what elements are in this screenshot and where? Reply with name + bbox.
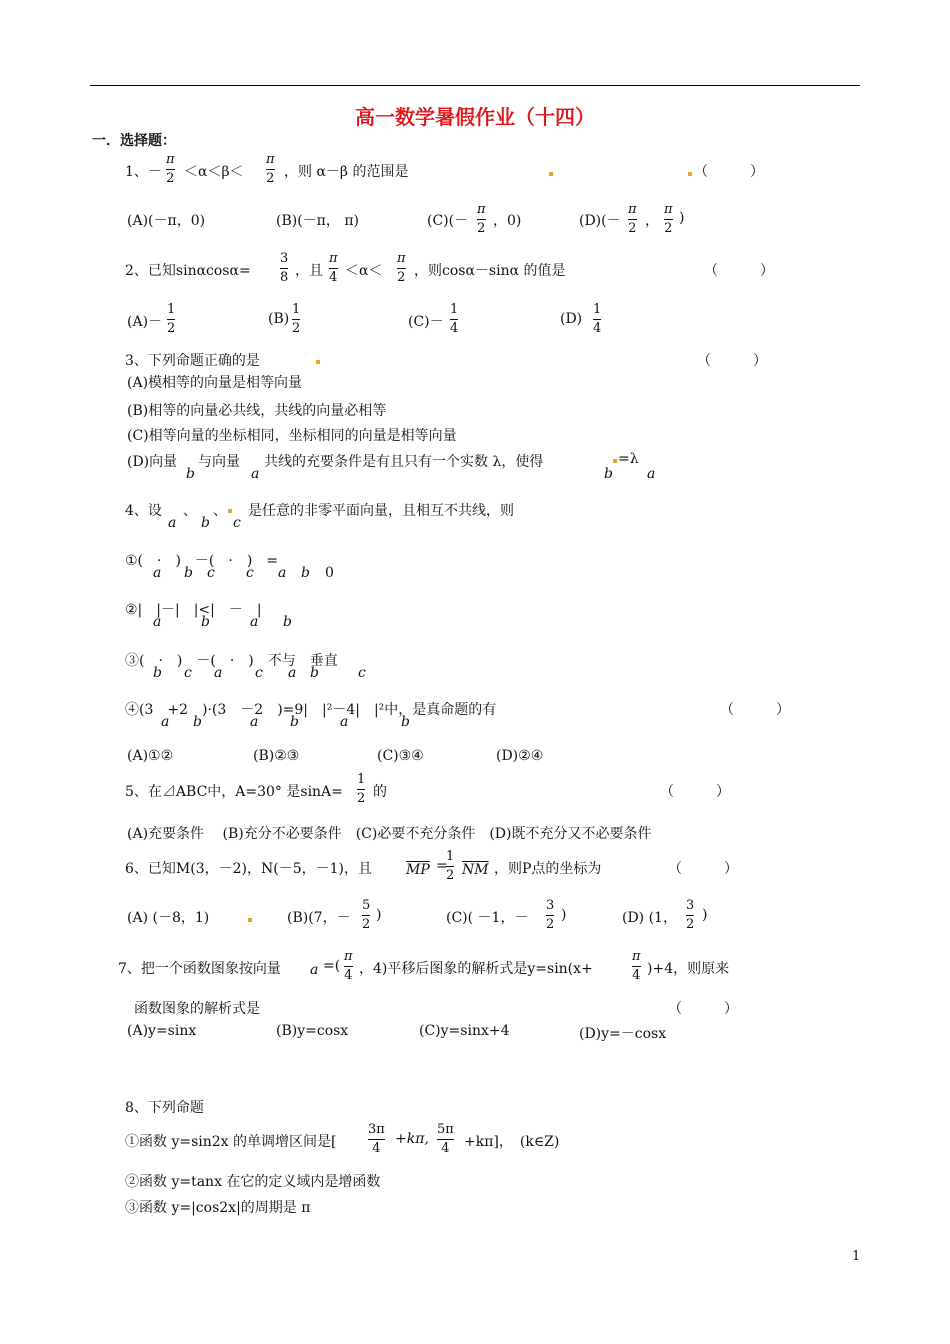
q5-answer-blank: （ ） <box>660 784 730 800</box>
q1-answer-blank: （ ） <box>694 164 764 180</box>
q7-frac1: π 4 <box>344 949 353 983</box>
scan-mark <box>688 172 692 176</box>
vector-a: a <box>250 714 259 730</box>
q4-statement-3: ③( · ) －( · ) 不与 垂直 <box>125 653 338 669</box>
q2-text: 2、已知sinαcosα= <box>125 263 251 279</box>
q8-frac2: 5π 4 <box>437 1122 454 1156</box>
q1-text: ＜α＜β＜ <box>184 164 244 180</box>
q4-sep: 、 <box>183 503 197 519</box>
q2-option-b: (B) <box>268 311 290 327</box>
q8-statement-1-end: +kπ]， (k∈Z) <box>464 1134 560 1150</box>
q3-answer-blank: （ ） <box>697 353 767 369</box>
q8-stem: 8、下列命题 <box>125 1100 204 1116</box>
page-title: 高一数学暑假作业（十四） <box>355 105 595 129</box>
q7-stem-3: )+4，则原来 <box>647 961 730 977</box>
section-heading: 一．选择题： <box>92 133 176 149</box>
vector-b: b <box>310 665 319 681</box>
vector-b: b <box>153 665 162 681</box>
q7-stem-2: ，4)平移后图象的解析式是y=sin(x+ <box>359 961 593 977</box>
q1-option-c: (C)(－ <box>427 213 469 229</box>
q7-stem-eq: =( <box>323 958 341 974</box>
q2-frac-3-8: 3 8 <box>280 251 289 285</box>
q4-statement-1-zero: 0 <box>325 565 334 581</box>
q8-statement-2: ②函数 y=tanx 在它的定义域内是增函数 <box>125 1174 381 1190</box>
q1-option-d: (D)(－ <box>579 213 621 229</box>
vector-a: a <box>153 565 162 581</box>
q6-option-a: (A) (－8，1) <box>127 910 210 926</box>
q1-text2: ，则 α－β 的范围是 <box>284 164 409 180</box>
q2-text4: ，则cosα－sinα 的值是 <box>414 263 566 279</box>
scan-mark <box>316 360 320 364</box>
vector-c: c <box>246 565 254 581</box>
vector-b: b <box>604 466 613 482</box>
q1-option-c-frac: π 2 <box>477 202 486 236</box>
vector-a: a <box>251 466 260 482</box>
q2-frac-pi4: π 4 <box>329 251 338 285</box>
q3-option-b: (B)相等的向量必共线，共线的向量必相等 <box>127 403 387 419</box>
q2-option-b-frac: 1 2 <box>292 302 301 336</box>
q4-answer-blank: （ ） <box>720 702 790 718</box>
vector-b: b <box>290 714 299 730</box>
q2-text3: ＜α＜ <box>345 263 383 279</box>
page-number: 1 <box>852 1249 861 1264</box>
vector-b: b <box>301 565 310 581</box>
q8-statement-1: ①函数 y=sin2x 的单调增区间是[ <box>125 1134 337 1150</box>
q7-option-b: (B)y=cosx <box>276 1023 349 1039</box>
q6-eq: = <box>436 858 448 874</box>
vector-a: a <box>310 962 319 978</box>
q3-option-d-3: 共线的充要条件是有且只有一个实数 λ，使得 <box>264 454 544 470</box>
q5-options: (A)充要条件 (B)充分不必要条件 (C)必要不充分条件 (D)既不充分又不必要条件 <box>127 826 652 842</box>
q3-option-d-4: =λ <box>618 451 639 467</box>
q1-option-d-sep: ， <box>645 213 659 229</box>
q2-option-d: (D) <box>560 311 583 327</box>
scan-mark <box>549 172 553 176</box>
vector-a: a <box>168 515 177 531</box>
q5-stem-2: 的 <box>373 784 387 800</box>
q1-option-c-end: ，0) <box>493 213 522 229</box>
q6-option-c-frac: 3 2 <box>546 898 555 932</box>
vector-b: b <box>401 714 410 730</box>
q6-vector-mp: $\overline{MP}$ <box>406 862 430 878</box>
q3-option-c: (C)相等向量的坐标相同，坐标相同的向量是相等向量 <box>127 428 457 444</box>
vector-a: a <box>250 614 259 630</box>
vector-a: a <box>153 614 162 630</box>
scan-mark <box>228 509 232 513</box>
q8-mid: +kπ, <box>395 1131 429 1147</box>
q4-statement-4: ④(3 +2 )·(3 －2 )=9| |²－4| |²中，是真命题的有 <box>125 702 497 718</box>
q7-option-a: (A)y=sinx <box>127 1023 197 1039</box>
q6-option-d-frac: 3 2 <box>686 898 695 932</box>
vector-b: b <box>193 714 202 730</box>
vector-b: b <box>201 614 210 630</box>
q3-option-d-2: 与向量 <box>198 454 240 470</box>
vector-b: b <box>186 466 195 482</box>
q6-option-c-end: ) <box>561 907 567 923</box>
q2-option-a-frac: 1 2 <box>167 302 176 336</box>
vector-a: a <box>278 565 287 581</box>
q6-option-c: (C)( －1，－ <box>446 910 529 926</box>
q6-vector-nm: $\overline{NM}$ <box>462 862 489 878</box>
q5-stem: 5、在⊿ABC中，A=30° 是sinA= <box>125 784 343 800</box>
q1-option-a: (A)(－π，0) <box>127 213 206 229</box>
q6-option-b: (B)(7，－ <box>287 910 351 926</box>
q3-option-a: (A)模相等的向量是相等向量 <box>127 375 303 391</box>
q6-stem-2: ，则P点的坐标为 <box>494 861 602 877</box>
q4-option-d: (D)②④ <box>496 748 544 764</box>
vector-a: a <box>340 714 349 730</box>
q6-answer-blank: （ ） <box>668 861 738 877</box>
q1-option-d-frac1: π 2 <box>628 202 637 236</box>
q4-option-a: (A)①② <box>127 748 174 764</box>
vector-c: c <box>233 515 241 531</box>
q4-statement-1: ①( · ) －( · ) = <box>125 553 279 569</box>
header-rule <box>90 85 860 86</box>
q6-stem: 6、已知M(3，－2)，N(－5，－1)，且 <box>125 861 372 877</box>
q6-option-d: (D) (1， <box>622 910 677 926</box>
q2-answer-blank: （ ） <box>704 263 774 279</box>
q6-option-b-frac: 5 2 <box>362 898 371 932</box>
vector-c: c <box>184 665 192 681</box>
q7-stem: 7、把一个函数图象按向量 <box>118 961 281 977</box>
q1-frac2: π 2 <box>266 152 275 186</box>
q2-option-a: (A)－ <box>127 314 163 330</box>
q1-prefix: 1、－ <box>125 164 162 180</box>
vector-b: b <box>184 565 193 581</box>
q5-frac: 1 2 <box>357 772 366 806</box>
q8-statement-3: ③函数 y=|cos2x|的周期是 π <box>125 1200 311 1216</box>
q2-frac-pi2: π 2 <box>397 251 406 285</box>
vector-b: b <box>201 515 210 531</box>
q6-frac: 1 2 <box>446 849 455 883</box>
vector-b: b <box>283 614 292 630</box>
q4-option-c: (C)③④ <box>377 748 424 764</box>
q1-option-d-end: ) <box>679 210 685 226</box>
q6-option-b-end: ) <box>376 907 382 923</box>
q1-option-b: (B)(－π， π) <box>276 213 359 229</box>
q3-stem: 3、下列命题正确的是 <box>125 353 260 369</box>
q4-sep: 、 <box>213 503 227 519</box>
q2-option-c: (C)－ <box>408 314 444 330</box>
vector-a: a <box>214 665 223 681</box>
q1-option-d-frac2: π 2 <box>664 202 673 236</box>
q2-text2: ，且 <box>295 263 323 279</box>
scan-mark <box>613 459 617 463</box>
q7-option-d: (D)y=－cosx <box>579 1026 667 1042</box>
q7-option-c: (C)y=sinx+4 <box>419 1023 510 1039</box>
q7-answer-blank: （ ） <box>668 1001 738 1017</box>
scan-mark <box>248 918 252 922</box>
vector-c: c <box>358 665 366 681</box>
vector-a: a <box>288 665 297 681</box>
q4-option-b: (B)②③ <box>253 748 300 764</box>
q2-option-d-frac: 1 4 <box>593 302 602 336</box>
q7-stem-4: 函数图象的解析式是 <box>134 1001 260 1017</box>
q1-frac1: π 2 <box>166 152 175 186</box>
q2-option-c-frac: 1 4 <box>450 302 459 336</box>
q6-option-d-end: ) <box>702 907 708 923</box>
vector-a: a <box>161 714 170 730</box>
vector-c: c <box>255 665 263 681</box>
q3-option-d-1: (D)向量 <box>127 454 178 470</box>
q4-statement-2: ②| |－| |<| － | <box>125 602 262 618</box>
q4-stem: 4、设 <box>125 503 162 519</box>
q7-frac2: π 4 <box>632 949 641 983</box>
vector-c: c <box>207 565 215 581</box>
q8-frac1: 3π 4 <box>368 1122 385 1156</box>
vector-a: a <box>647 466 656 482</box>
q4-stem-2: 是任意的非零平面向量，且相互不共线，则 <box>248 503 514 519</box>
